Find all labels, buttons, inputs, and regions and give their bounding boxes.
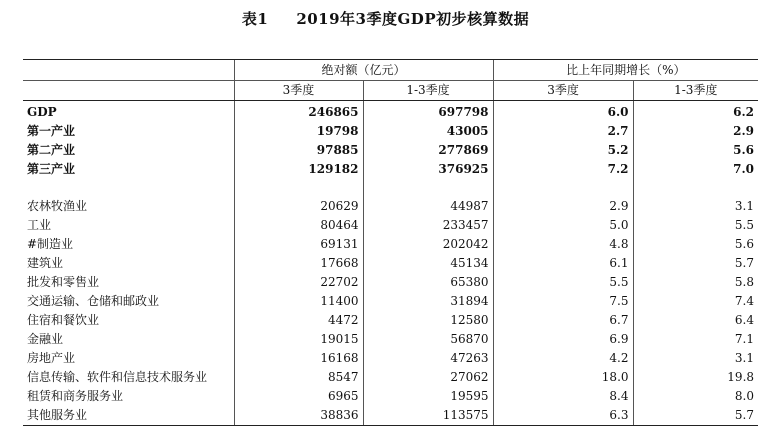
row-label: 农林牧渔业 [27, 199, 88, 213]
abs-q3-value: 11400 [234, 292, 363, 311]
abs-q3-value: 97885 [234, 141, 363, 160]
spacer-cell [493, 179, 633, 197]
row-label: 信息传输、软件和信息技术服务业 [27, 370, 208, 384]
growth-q1-3-value: 7.1 [633, 330, 758, 349]
table-row [23, 406, 758, 426]
row-label: 住宿和餐饮业 [27, 313, 100, 327]
row-label: 第二产业 [27, 143, 76, 157]
row-label: 房地产业 [27, 351, 76, 365]
spacer-cell [23, 179, 234, 197]
growth-q1-3-value: 3.1 [633, 349, 758, 368]
row-label: 租赁和商务服务业 [27, 389, 124, 403]
table-body [23, 101, 758, 426]
header-blank [23, 60, 234, 81]
table-row [23, 368, 758, 387]
row-label: 批发和零售业 [27, 275, 100, 289]
abs-q3-value: 17668 [234, 254, 363, 273]
header-blank-2 [23, 81, 234, 101]
spacer-row [23, 179, 758, 197]
growth-q3-value: 6.3 [493, 406, 633, 426]
abs-q1-3-value: 376925 [363, 160, 493, 179]
abs-q3-value: 22702 [234, 273, 363, 292]
table-row [23, 101, 758, 123]
abs-q1-3-value: 44987 [363, 197, 493, 216]
abs-q3-value: 246865 [234, 101, 363, 123]
row-label: GDP [27, 105, 57, 119]
growth-q1-3-value: 2.9 [633, 122, 758, 141]
spacer-cell [363, 179, 493, 197]
table-row [23, 235, 758, 254]
row-label: 金融业 [27, 332, 64, 346]
spacer-cell [633, 179, 758, 197]
table-title [0, 8, 771, 29]
abs-q3-value: 129182 [234, 160, 363, 179]
abs-q3-value: 20629 [234, 197, 363, 216]
table-number: 表1 [241, 10, 269, 28]
growth-q3-value: 6.7 [493, 311, 633, 330]
abs-q1-3-value: 233457 [363, 216, 493, 235]
row-label: 工业 [27, 218, 52, 232]
row-label: #制造业 [27, 237, 74, 251]
spacer-cell [234, 179, 363, 197]
abs-q1-3-value: 65380 [363, 273, 493, 292]
growth-q3-value: 2.9 [493, 197, 633, 216]
abs-q1-3-value: 27062 [363, 368, 493, 387]
table-row [23, 273, 758, 292]
table-row [23, 349, 758, 368]
table-title-text: 2019年3季度GDP初步核算数据 [296, 10, 530, 28]
growth-q3-value: 4.2 [493, 349, 633, 368]
header-abs-q1-3: 1-3季度 [363, 81, 493, 101]
growth-q1-3-value: 5.7 [633, 406, 758, 426]
abs-q1-3-value: 202042 [363, 235, 493, 254]
abs-q1-3-value: 56870 [363, 330, 493, 349]
table-row [23, 330, 758, 349]
abs-q1-3-value: 31894 [363, 292, 493, 311]
abs-q3-value: 16168 [234, 349, 363, 368]
table-row [23, 387, 758, 406]
growth-q1-3-value: 5.6 [633, 235, 758, 254]
table-row [23, 122, 758, 141]
table-row [23, 160, 758, 179]
header-abs-q3: 3季度 [234, 81, 363, 101]
growth-q3-value: 4.8 [493, 235, 633, 254]
growth-q1-3-value: 8.0 [633, 387, 758, 406]
header-absolute-value: 绝对额（亿元） [234, 60, 493, 81]
growth-q3-value: 18.0 [493, 368, 633, 387]
table-row [23, 141, 758, 160]
row-label: 其他服务业 [23, 406, 234, 426]
gdp-table [23, 59, 758, 426]
abs-q1-3-value: 697798 [363, 101, 493, 123]
abs-q3-value: 69131 [234, 235, 363, 254]
abs-q1-3-value: 277869 [363, 141, 493, 160]
growth-q3-value: 7.2 [493, 160, 633, 179]
abs-q1-3-value: 12580 [363, 311, 493, 330]
growth-q1-3-value: 5.7 [633, 254, 758, 273]
table-row [23, 197, 758, 216]
header-growth-q1-3: 1-3季度 [633, 81, 758, 101]
header-growth-q3: 3季度 [493, 81, 633, 101]
growth-q3-value: 5.2 [493, 141, 633, 160]
abs-q3-value: 4472 [234, 311, 363, 330]
table-row [23, 216, 758, 235]
row-label: 交通运输、仓储和邮政业 [27, 294, 160, 308]
table-row [23, 311, 758, 330]
growth-q1-3-value: 7.0 [633, 160, 758, 179]
table-header [23, 60, 758, 101]
header-growth-rate: 比上年同期增长（%） [493, 60, 758, 81]
row-label: 第一产业 [27, 124, 76, 138]
abs-q1-3-value: 47263 [363, 349, 493, 368]
growth-q3-value: 7.5 [493, 292, 633, 311]
growth-q1-3-value: 6.2 [633, 101, 758, 123]
growth-q3-value: 6.0 [493, 101, 633, 123]
abs-q1-3-value: 43005 [363, 122, 493, 141]
growth-q1-3-value: 3.1 [633, 197, 758, 216]
abs-q1-3-value: 113575 [363, 406, 493, 426]
growth-q1-3-value: 5.5 [633, 216, 758, 235]
growth-q3-value: 6.1 [493, 254, 633, 273]
growth-q3-value: 8.4 [493, 387, 633, 406]
growth-q1-3-value: 5.8 [633, 273, 758, 292]
abs-q3-value: 19015 [234, 330, 363, 349]
abs-q1-3-value: 19595 [363, 387, 493, 406]
table-row [23, 254, 758, 273]
abs-q1-3-value: 45134 [363, 254, 493, 273]
abs-q3-value: 19798 [234, 122, 363, 141]
row-label: 第三产业 [27, 162, 76, 176]
growth-q1-3-value: 19.8 [633, 368, 758, 387]
table-row [23, 292, 758, 311]
abs-q3-value: 8547 [234, 368, 363, 387]
growth-q3-value: 2.7 [493, 122, 633, 141]
abs-q3-value: 38836 [234, 406, 363, 426]
growth-q3-value: 5.0 [493, 216, 633, 235]
growth-q3-value: 5.5 [493, 273, 633, 292]
growth-q1-3-value: 6.4 [633, 311, 758, 330]
abs-q3-value: 6965 [234, 387, 363, 406]
growth-q1-3-value: 5.6 [633, 141, 758, 160]
abs-q3-value: 80464 [234, 216, 363, 235]
row-label: 建筑业 [27, 256, 64, 270]
growth-q3-value: 6.9 [493, 330, 633, 349]
growth-q1-3-value: 7.4 [633, 292, 758, 311]
